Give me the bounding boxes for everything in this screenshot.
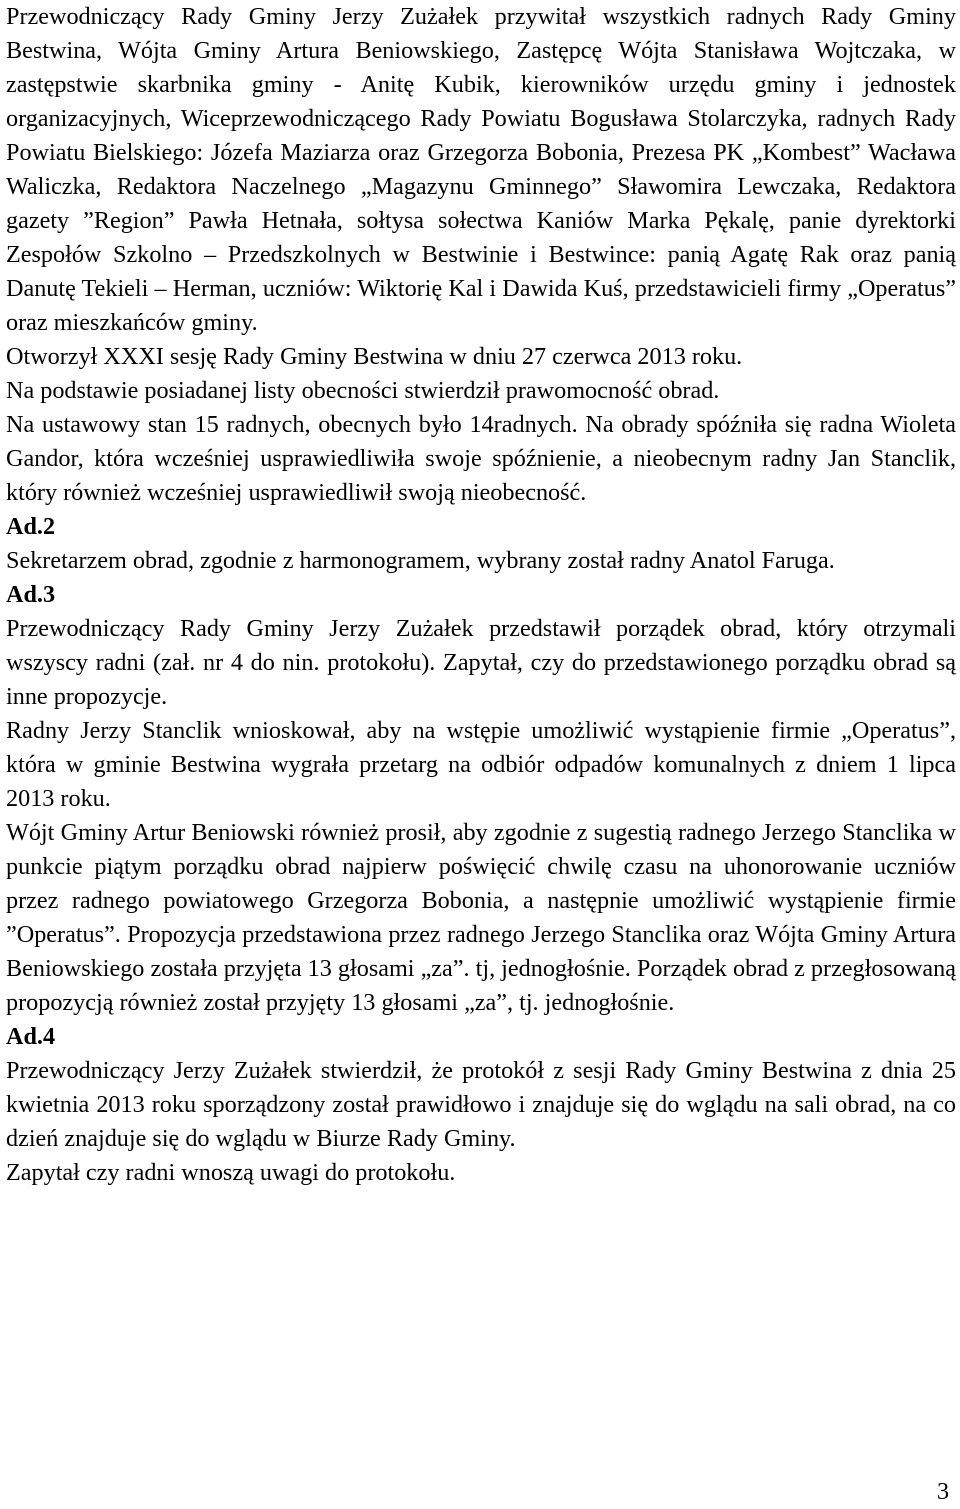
- paragraph-attendance: Na ustawowy stan 15 radnych, obecnych było 14radnych. Na obrady spóźniła się radna Wioleta Gandor, która wcześniej usprawiedliwiła swoje spóźnienie, a nieobecnym radny Jan Stanclik, który również wcześniej usprawiedliwił swoją nieobecność.: [6, 411, 956, 506]
- paragraph-wojt-request: Wójt Gminy Artur Beniowski również prosił, aby zgodnie z sugestią radnego Jerzego Stanclika w punkcie piątym porządku obrad najpierw poświęcić chwilę czasu na uhonorowanie uczniów przez radnego powiatowego Grzegorza Bobonia, a następnie umożliwić wystąpienie firmie ”Operatus”. Propozycja przedstawiona przez radnego Jerzego Stanclika oraz Wójta Gminy Artura Beniowskiego została przyjęta 13 głosami „za”. tj, jednogłośnie. Porządek obrad z przegłosowaną propozycją również został przyjęty 13 głosami „za”, tj. jednogłośnie.: [6, 819, 956, 1016]
- heading-ad-2: Ad.2: [6, 513, 56, 540]
- paragraph-secretary: Sekretarzem obrad, zgodnie z harmonogramem, wybrany został radny Anatol Faruga.: [6, 547, 835, 574]
- page-number: 3: [937, 1478, 950, 1505]
- paragraph-protocol-question: Zapytał czy radni wnoszą uwagi do protokołu.: [6, 1159, 456, 1186]
- heading-ad-4: Ad.4: [6, 1023, 56, 1050]
- paragraph-quorum: Na podstawie posiadanej listy obecności stwierdził prawomocność obrad.: [6, 377, 720, 404]
- paragraph-stanclik-motion: Radny Jerzy Stanclik wnioskował, aby na wstępie umożliwić wystąpienie firmie „Operatus”, która w gminie Bestwina wygrała przetarg na odbiór odpadów komunalnych z dniem 1 lipca 2013 roku.: [6, 717, 956, 812]
- paragraph-protocol: Przewodniczący Jerzy Zużałek stwierdził, że protokół z sesji Rady Gminy Bestwina z dnia 25 kwietnia 2013 roku sporządzony został prawidłowo i znajduje się do wglądu na sali obrad, na co dzień znajduje się do wglądu w Biurze Rady Gminy.: [6, 1057, 956, 1152]
- paragraph-welcome: Przewodniczący Rady Gminy Jerzy Zużałek przywitał wszystkich radnych Rady Gminy Bestwina, Wójta Gminy Artura Beniowskiego, Zastępcę Wójta Stanisława Wojtczaka, w zastępstwie skarbnika gminy - Anitę Kubik, kierowników urzędu gminy i jednostek organizacyjnych, Wiceprzewodniczącego Rady Powiatu Bogusława Stolarczyka, radnych Rady Powiatu Bielskiego: Józefa Maziarza oraz Grzegorza Bobonia, Prezesa PK „Kombest” Wacława Waliczka, Redaktora Naczelnego „Magazynu Gminnego” Sławomira Lewczaka, Redaktora gazety ”Region” Pawła Hetnała, sołtysa sołectwa Kaniów Marka Pękalę, panie dyrektorki Zespołów Szkolno – Przedszkolnych w Bestwinie i Bestwince: panią Agatę Rak oraz panią Danutę Tekieli – Herman, uczniów: Wiktorię Kal i Dawida Kuś, przedstawicieli firmy „Operatus” oraz mieszkańców gminy.: [6, 3, 956, 336]
- paragraph-session-opening: Otworzył XXXI sesję Rady Gminy Bestwina w dniu 27 czerwca 2013 roku.: [6, 343, 743, 370]
- document-page: [6, 0, 956, 1190]
- heading-ad-3: Ad.3: [6, 581, 56, 608]
- paragraph-agenda: Przewodniczący Rady Gminy Jerzy Zużałek przedstawił porządek obrad, który otrzymali wszyscy radni (zał. nr 4 do nin. protokołu). Zapytał, czy do przedstawionego porządku obrad są inne propozycje.: [6, 615, 956, 710]
